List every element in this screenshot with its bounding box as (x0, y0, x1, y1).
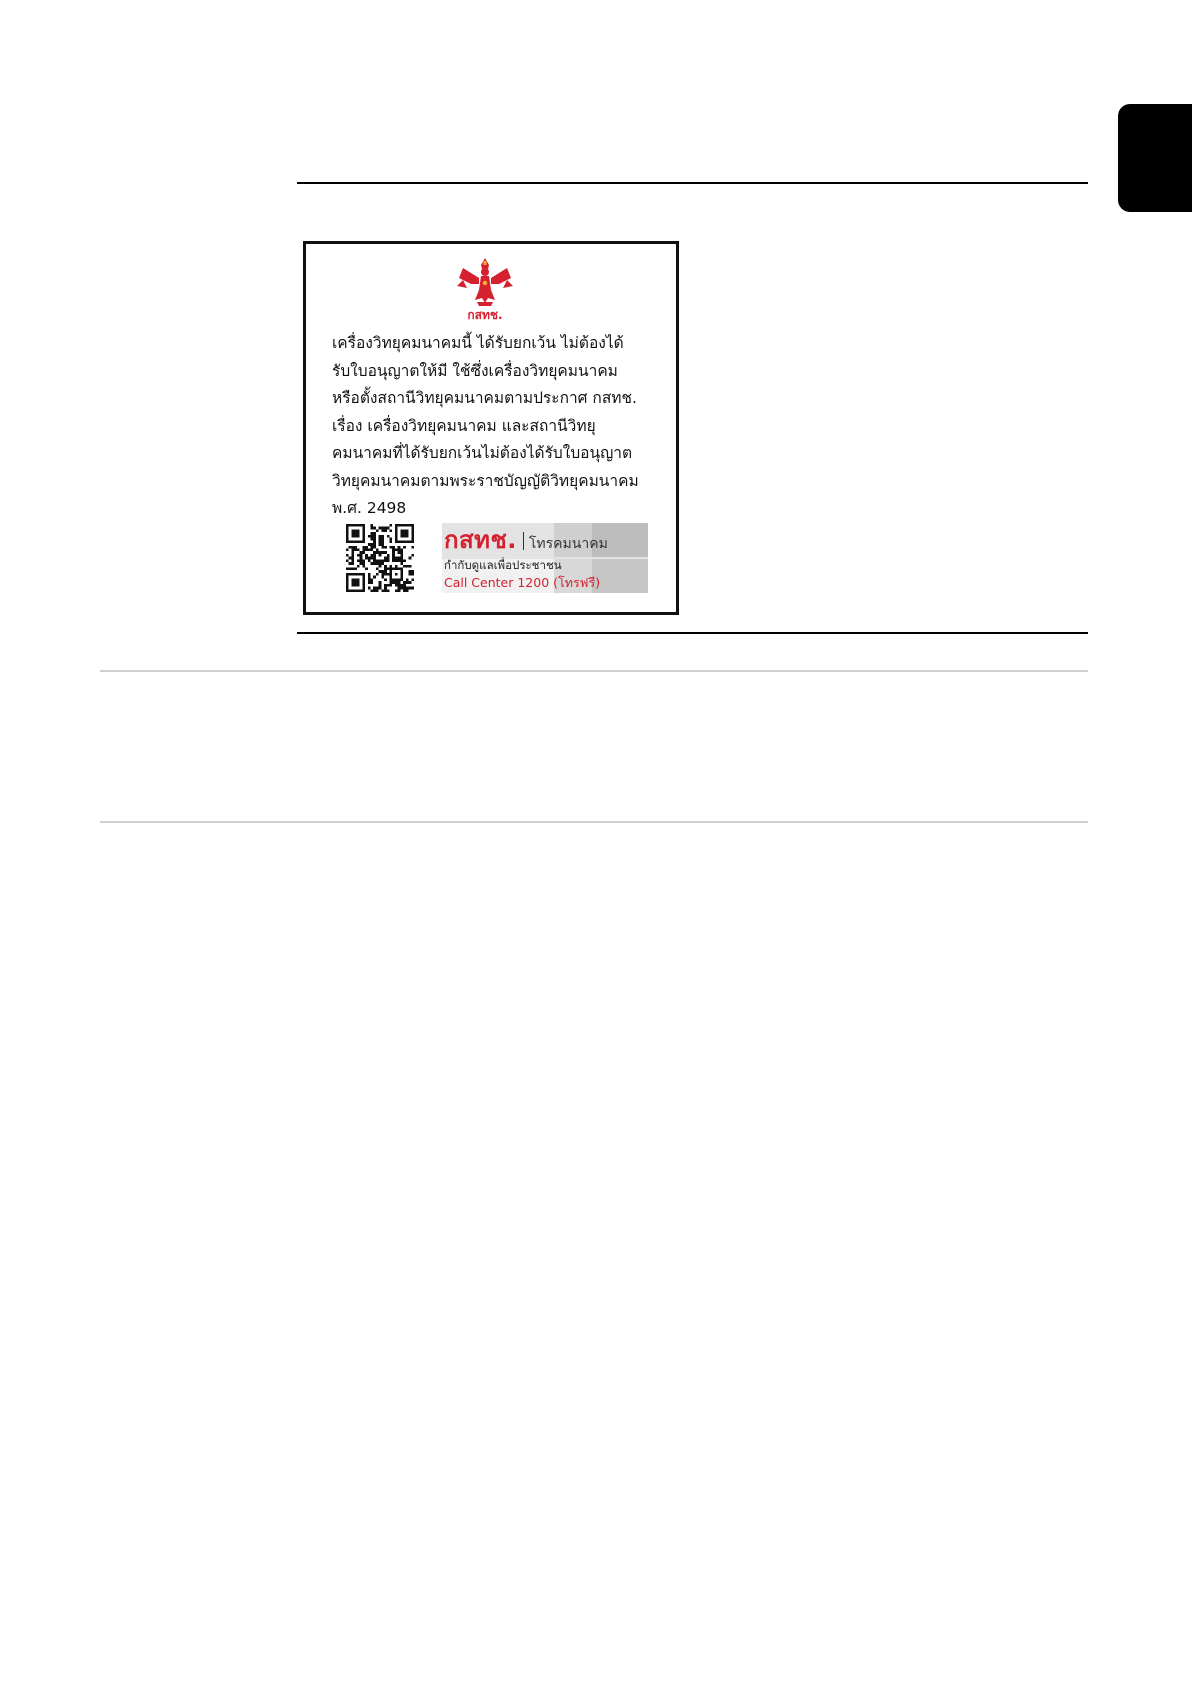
notice-line: เครื่องวิทยุคมนาคมนี้ ได้รับยกเว้น ไม่ต้องได้ (332, 334, 624, 352)
section-divider (100, 821, 1088, 823)
brand-subtitle: โทรคมนาคม (528, 536, 608, 552)
nbtc-label (303, 241, 679, 615)
notice-line: วิทยุคมนาคมตามพระราชบัญญัติวิทยุคมนาคม (332, 471, 639, 490)
qr-code-icon (346, 524, 414, 592)
exemption-notice (332, 330, 662, 523)
top-rule (297, 182, 1088, 184)
emblem (455, 256, 515, 324)
call-center-text: Call Center 1200 (โทรฟรี) (444, 575, 601, 590)
notice-line: พ.ศ. 2498 (332, 499, 407, 517)
nbtc-logo: กสทช. (444, 526, 517, 554)
notice-line: รับใบอนุญาตให้มี ใช้ซึ่งเครื่องวิทยุคมนาคม (332, 361, 618, 380)
notice-line: หรือตั้งสถานีวิทยุคมนาคมตามประกาศ กสทช. (332, 389, 637, 407)
qr-code (346, 524, 414, 592)
garuda-emblem-icon (455, 256, 515, 310)
section-tab (1118, 104, 1192, 212)
brand-slogan: กำกับดูแลเพื่อประชาชน (444, 558, 562, 572)
bottom-rule (297, 632, 1088, 634)
notice-line: เรื่อง เครื่องวิทยุคมนาคม และสถานีวิทยุ (332, 416, 596, 435)
notice-line: คมนาคมที่ได้รับยกเว้นไม่ต้องได้รับใบอนุญาต (332, 444, 633, 462)
emblem-caption: กสทช. (467, 308, 503, 322)
brand-panel (442, 523, 648, 593)
brand-divider (523, 532, 524, 550)
label-footer (332, 522, 648, 594)
section-divider (100, 670, 1088, 672)
brand-row (442, 525, 608, 555)
panel-tile (592, 559, 648, 593)
